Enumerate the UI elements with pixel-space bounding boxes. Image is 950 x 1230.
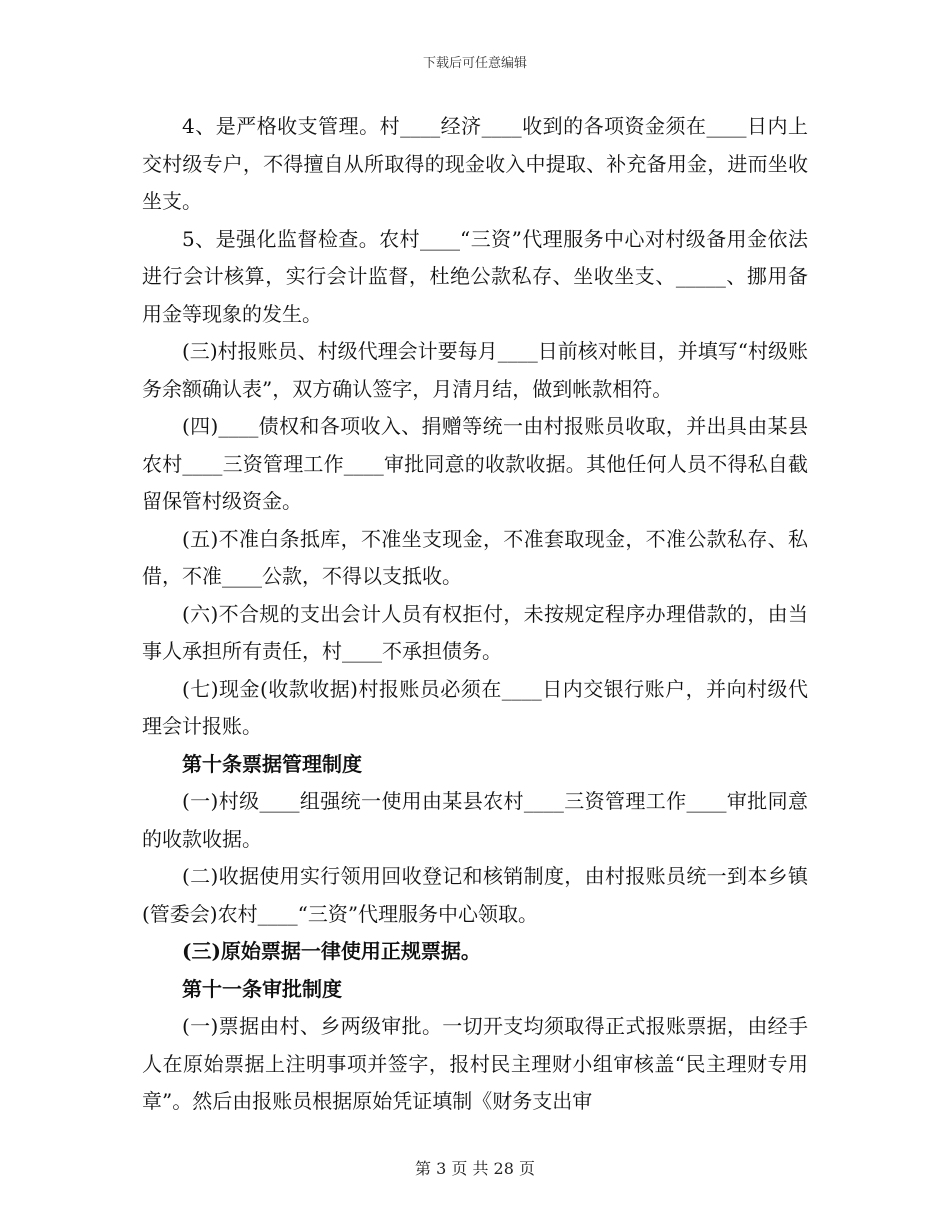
paragraph-6: (六)不合规的支出会计人员有权拒付，未按规定程序办理借款的，由当事人承担所有责任，村____不承担债务。 (142, 601, 808, 663)
page-header: 下载后可任意编辑 (422, 56, 527, 71)
paragraph-4: (四)____债权和各项收入、捐赠等统一由村报账员收取，并出具由某县农村____三资管理工作____审批同意的收款收据。其他任何人员不得私自截留保管村级资金。 (142, 414, 808, 513)
paragraph-bold-original-receipts: (三)原始票据一律使用正规票据。 (182, 939, 481, 963)
section-heading-article-10: 第十条票据管理制度 (182, 751, 362, 776)
page-footer: 第 3 页 共 28 页 (415, 1159, 535, 1178)
paragraph-5: (五)不准白条抵库，不准坐支现金，不准套取现金，不准公款私存、私借，不准____公款，不得以支抵收。 (142, 526, 808, 588)
document-body (142, 108, 808, 1121)
paragraph-1: 4、是严格收支管理。村____经济____收到的各项资金须在____日内上交村级专户，不得擅自从所取得的现金收入中提取、补充备用金，进而坐收坐支。 (142, 114, 808, 213)
section-heading-article-11: 第十一条审批制度 (182, 976, 342, 1001)
paragraph-9: (二)收据使用实行领用回收登记和核销制度，由村报账员统一到本乡镇(管委会)农村____“三资”代理服务中心领取。 (142, 864, 808, 926)
paragraph-7: (七)现金(收款收据)村报账员必须在____日内交银行账户，并向村级代理会计报账。 (142, 676, 808, 738)
paragraph-2: 5、是强化监督检查。农村____“三资”代理服务中心对村级备用金依法进行会计核算，实行会计监督，杜绝公款私存、坐收坐支、_____、挪用备用金等现象的发生。 (142, 226, 808, 326)
paragraph-3: (三)村报账员、村级代理会计要每月____日前核对帐目，并填写“村级账务余额确认表”，双方确认签字，月清月结，做到帐款相符。 (142, 339, 808, 401)
paragraph-10: (一)票据由村、乡两级审批。一切开支均须取得正式报账票据，由经手人在原始票据上注明事项并签字，报村民主理财小组审核盖“民主理财专用章”。然后由报账员根据原始凭证填制《财务支出审 (142, 1014, 808, 1113)
paragraph-8: (一)村级____组强统一使用由某县农村____三资管理工作____审批同意的收款收据。 (142, 789, 808, 851)
